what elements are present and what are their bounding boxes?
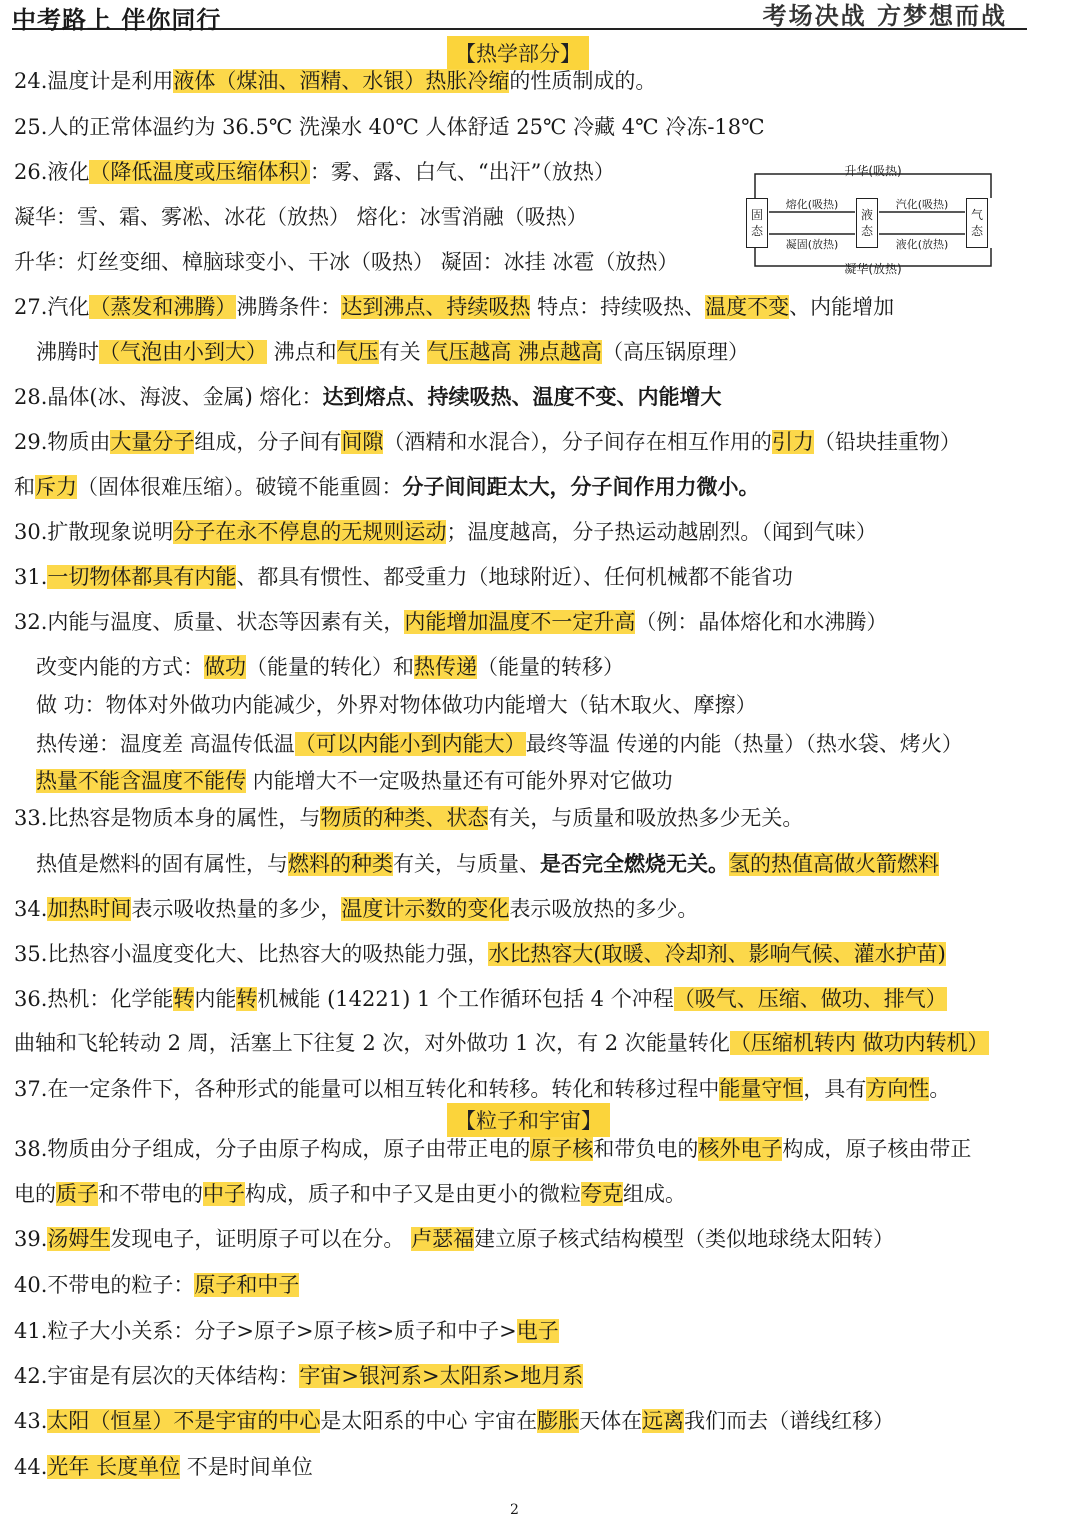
diagram-state-gas: 气态: [966, 198, 988, 248]
item-25: 25.人的正常体温约为 36.5℃ 洗澡水 40℃ 人体舒适 25℃ 冷藏 4℃ 冷冻-18℃: [14, 115, 765, 139]
header-slogan-right: 考场决战 方梦想而战: [762, 2, 1007, 30]
page-number: 2: [510, 1502, 519, 1518]
diagram-state-liquid: 液态: [856, 198, 878, 248]
item-32-heat-transfer: 热传递：温度差 高温传低温（可以内能小到内能大）最终等温 传递的内能（热量）（热水袋、烤火）: [36, 732, 963, 756]
item-32-methods: 改变内能的方式：做功（能量的转化）和热传递（能量的转移）: [36, 655, 624, 679]
item-41: 41.粒子大小关系：分子>原子>原子核>质子和中子>电子: [14, 1319, 559, 1343]
item-44: 44.光年 长度单位 不是时间单位: [14, 1455, 313, 1479]
diagram-label-sublimation: 升华(吸热): [844, 164, 902, 178]
item-42: 42.宇宙是有层次的天体结构：宇宙>银河系>太阳系>地月系: [14, 1364, 584, 1388]
item-33: 33.比热容是物质本身的属性，与物质的种类、状态有关，与质量和吸放热多少无关。: [14, 806, 804, 830]
item-33-heat-value: 热值是燃料的固有属性，与燃料的种类有关，与质量、是否完全燃烧无关。氢的热值高做火箭燃料: [36, 851, 939, 876]
item-32-work: 做 功：物体对外做功内能减少，外界对物体做功内能增大（钻木取火、摩擦）: [36, 693, 757, 717]
item-38: 38.物质由分子组成，分子由原子构成，原子由带正电的原子核和带负电的核外电子构成，原子核由带正: [14, 1137, 972, 1161]
item-36: 36.热机：化学能转内能转机械能 (14221) 1 个工作循环包括 4 个冲程（吸气、压缩、做功、排气）: [14, 987, 947, 1011]
item-38-nucleus: 电的质子和不带电的中子构成，质子和中子又是由更小的微粒夸克组成。: [14, 1182, 686, 1206]
phase-change-diagram: [743, 162, 1003, 282]
item-27: 27.汽化（蒸发和沸腾）沸腾条件：达到沸点、持续吸热 特点：持续吸热、温度不变、内能增加: [14, 295, 895, 319]
item-40: 40.不带电的粒子：原子和中子: [14, 1273, 300, 1297]
item-30: 30.扩散现象说明分子在永不停息的无规则运动；温度越高，分子热运动越剧烈。（闻到气味）: [14, 520, 877, 544]
item-24: 24.温度计是利用液体（煤油、酒精、水银）热胀冷缩的性质制成的。: [14, 69, 657, 93]
section-title-thermal: 【热学部分】: [447, 36, 589, 70]
item-35: 35.比热容小温度变化大、比热容大的吸热能力强，水比热容大(取暖、冷却剂、影响气候、灌水护苗): [14, 942, 946, 966]
item-37: 37.在一定条件下，各种形式的能量可以相互转化和转移。转化和转移过程中能量守恒，具有方向性。: [14, 1077, 951, 1101]
item-36-cycle: 曲轴和飞轮转动 2 周，活塞上下往复 2 次，对外做功 1 次，有 2 次能量转化（压缩机转内 做功内转机）: [14, 1031, 989, 1055]
item-28: 28.晶体(冰、海波、金属) 熔化：达到熔点、持续吸热、温度不变、内能增大: [14, 384, 722, 409]
item-29-repulsion: 和斥力（固体很难压缩）。破镜不能重圆：分子间间距太大，分子间作用力微小。: [14, 474, 760, 499]
diagram-label-vaporize: 汽化(吸热): [895, 198, 949, 211]
item-32: 32.内能与温度、质量、状态等因素有关，内能增加温度不一定升高（例：晶体熔化和水沸腾）: [14, 610, 888, 634]
header-slogan-left: 中考路上 伴你同行: [12, 6, 222, 34]
diagram-label-desublimation: 凝华(放热): [844, 262, 902, 276]
item-26: 26.液化（降低温度或压缩体积）：雾、露、白气、“出汗”（放热）: [14, 160, 615, 184]
item-32-heat-note: 热量不能含温度不能传 内能增大不一定吸热量还有可能外界对它做功: [36, 769, 673, 793]
diagram-label-freeze: 凝固(放热): [785, 238, 839, 251]
item-31: 31.一切物体都具有内能、都具有惯性、都受重力（地球附近）、任何机械都不能省功: [14, 565, 793, 589]
item-26-sublimation: 升华：灯丝变细、樟脑球变小、干冰（吸热） 凝固：冰挂 冰雹（放热）: [14, 250, 679, 274]
diagram-label-melt: 熔化(吸热): [785, 198, 839, 211]
page-header: [12, 0, 1027, 34]
diagram-label-liquefy: 液化(放热): [895, 238, 949, 251]
item-39: 39.汤姆生发现电子，证明原子可以在分。 卢瑟福建立原子核式结构模型（类似地球绕太阳转）: [14, 1227, 895, 1251]
item-29: 29.物质由大量分子组成，分子间有间隙（酒精和水混合），分子间存在相互作用的引力（铅块挂重物）: [14, 430, 961, 454]
section-title-particles: 【粒子和宇宙】: [447, 1103, 610, 1137]
item-43: 43.太阳（恒星）不是宇宙的中心是太阳系的中心 宇宙在膨胀天体在远离我们而去（谱线红移）: [14, 1409, 895, 1433]
item-27-boiling: 沸腾时（气泡由小到大） 沸点和气压有关 气压越高 沸点越高（高压锅原理）: [36, 340, 750, 364]
item-26-desublimation: 凝华：雪、霜、雾凇、冰花（放热） 熔化：冰雪消融（吸热）: [14, 205, 588, 229]
item-34: 34.加热时间表示吸收热量的多少，温度计示数的变化表示吸放热的多少。: [14, 897, 699, 921]
diagram-state-solid: 固态: [746, 198, 768, 248]
